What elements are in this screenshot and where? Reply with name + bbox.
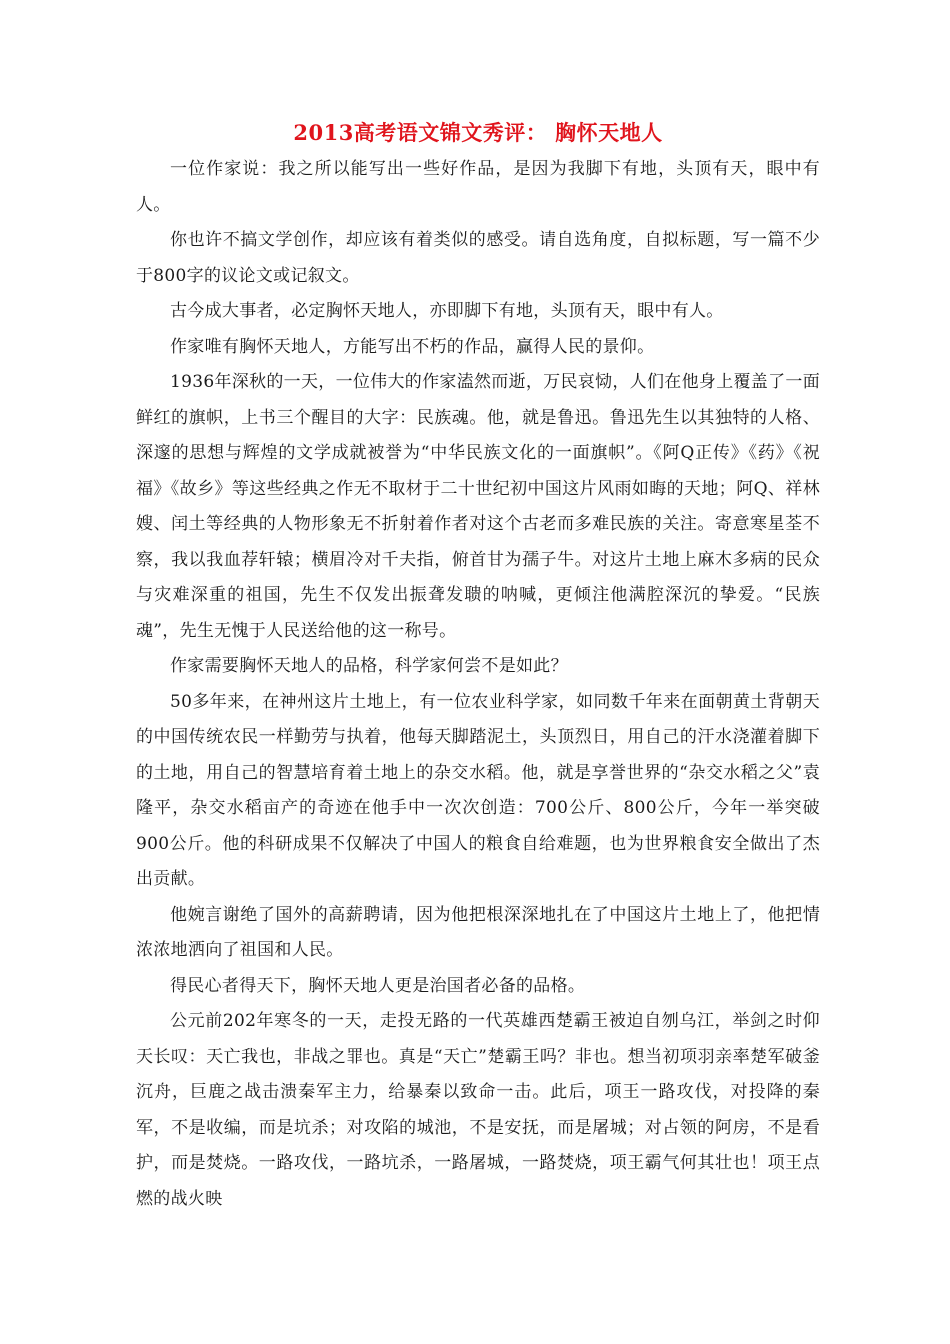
- paragraph-scientist-transition: 作家需要胸怀天地人的品格，科学家何尝不是如此？: [170, 656, 568, 676]
- paragraph-writer-claim: 作家唯有胸怀天地人，方能写出不朽的作品，赢得人民的景仰。: [170, 336, 655, 357]
- paragraph-xiang-yu: 公元前202年寒冬的一天，走投无路的一代英雄西楚霸王被迫自刎乌江，举剑之时仰天长叹：天亡我也，非战之罪也。真是“天亡”楚霸王吗？非也。想当初项羽亲率楚军破釜沉舟，巨鹿之战击溃秦军主力，给暴秦以致命一击。此后，项王一路攻伐，对投降的秦军，不是收编，而是坑杀；对攻陷的城池，不是安抚，而是屠城；对占领的阿房，不是看护，而是焚烧。一路攻伐，一路坑杀，一路屠城，一路焚烧，项王霸气何其壮也！项王点燃的战火映: [136, 1011, 820, 1209]
- paragraph-luxun: 1936年深秋的一天，一位伟大的作家溘然而逝，万民哀恸，人们在他身上覆盖了一面鲜红的旗帜，上书三个醒目的大字：民族魂。他，就是鲁迅。鲁迅先生以其独特的人格、深邃的思想与辉煌的文学成就被誉为“中华民族文化的一面旗帜”。《阿Q正传》《药》《祝福》《故乡》等这些经典之作无不取材于二十世纪初中国这片风雨如晦的天地；阿Q、祥林嫂、闰土等经典的人物形象无不折射着作者对这个古老而多难民族的关注。寄意寒星荃不察，我以我血荐轩辕；横眉冷对千夫指，俯首甘为孺子牛。对这片土地上麻木多病的民众与灾难深重的祖国，先生不仅发出振聋发聩的呐喊，更倾注他满腔深沉的挚爱。“民族魂”，先生无愧于人民送给他的这一称号。: [136, 372, 820, 641]
- paragraph-thesis: 古今成大事者，必定胸怀天地人，亦即脚下有地，头顶有天，眼中有人。: [170, 301, 724, 321]
- paragraph-prompt-instructions: 你也许不搞文学创作，却应该有着类似的感受。请自选角度，自拟标题，写一篇不少于800字的议论文或记叙文。: [136, 230, 820, 286]
- paragraph-ruler-transition: 得民心者得天下，胸怀天地人更是治国者必备的品格。: [170, 975, 586, 996]
- paragraph-prompt-quote: 一位作家说：我之所以能写出一些好作品，是因为我脚下有地，头顶有天，眼中有人。: [136, 159, 820, 215]
- document-title: 2013高考语文锦文秀评： 胸怀天地人: [293, 120, 663, 145]
- paragraph-yuan-longping: 50多年来，在神州这片土地上，有一位农业科学家，如同数千年来在面朝黄土背朝天的中国传统农民一样勤劳与执着，他每天脚踏泥土，头顶烈日，用自己的汗水浇灌着脚下的土地，用自己的智慧培育着土地上的杂交水稻。他，就是享誉世界的“杂交水稻之父”袁隆平，杂交水稻亩产的奇迹在他手中一次次创造：700公斤、800公斤，今年一举突破900公斤。他的科研成果不仅解决了中国人的粮食自给难题，也为世界粮食安全做出了杰出贡献。: [136, 691, 820, 889]
- paragraph-declined-offer: 他婉言谢绝了国外的高薪聘请，因为他把根深深地扎在了中国这片土地上了，他把情浓浓地洒向了祖国和人民。: [136, 904, 820, 960]
- document-page: [136, 118, 820, 1217]
